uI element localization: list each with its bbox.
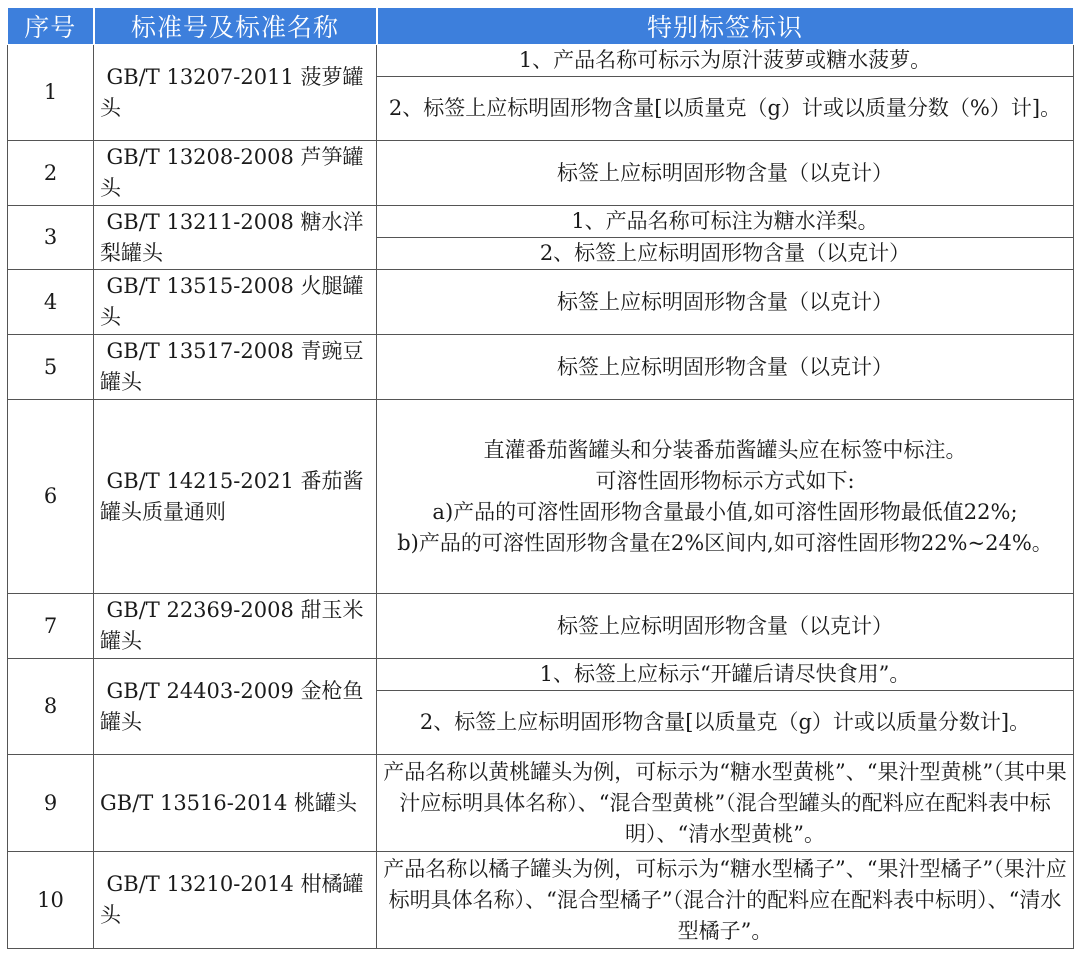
label-requirement: 2、标签上应标明固形物含量[以质量克（g）计或以质量分数（%）计]。 bbox=[377, 77, 1074, 141]
table-row bbox=[8, 270, 1074, 335]
header-special-label: 特别标签标识 bbox=[377, 8, 1074, 45]
standard-name: GB/T 13211-2008 糖水洋梨罐头 bbox=[94, 206, 377, 270]
label-requirement: 1、产品名称可标注为糖水洋梨。 bbox=[377, 206, 1074, 238]
label-requirement: 2、标签上应标明固形物含量[以质量克（g）计或以质量分数计]。 bbox=[377, 691, 1074, 755]
label-requirement: 产品名称以橘子罐头为例，可标示为“糖水型橘子”、“果汁型橘子”（果汁应标明具体名称）、“混合型橘子”（混合汁的配料应在配料表中标明）、“清水型橘子”。 bbox=[377, 852, 1074, 949]
standard-name: GB/T 13207-2011 菠萝罐头 bbox=[94, 45, 377, 141]
table-row bbox=[8, 141, 1074, 206]
standard-name: GB/T 24403-2009 金枪鱼罐头 bbox=[94, 659, 377, 755]
label-requirement: 2、标签上应标明固形物含量（以克计） bbox=[377, 238, 1074, 270]
label-requirement: 标签上应标明固形物含量（以克计） bbox=[377, 594, 1074, 659]
table-row bbox=[8, 852, 1074, 949]
label-line: 直灌番茄酱罐头和分装番茄酱罐头应在标签中标注。 bbox=[483, 437, 967, 462]
table-row bbox=[8, 400, 1074, 594]
row-number: 7 bbox=[8, 594, 94, 659]
header-standard-name: 标准号及标准名称 bbox=[94, 8, 377, 45]
standard-name: GB/T 13517-2008 青豌豆罐头 bbox=[94, 335, 377, 400]
label-requirement: 标签上应标明固形物含量（以克计） bbox=[377, 141, 1074, 206]
standards-table bbox=[7, 7, 1075, 949]
table-header-row bbox=[8, 8, 1074, 45]
row-number: 9 bbox=[8, 755, 94, 852]
label-line: b)产品的可溶性固形物含量在2%区间内,如可溶性固形物22%~24%。 bbox=[397, 530, 1053, 555]
label-requirement: 标签上应标明固形物含量（以克计） bbox=[377, 270, 1074, 335]
header-serial-number: 序号 bbox=[8, 8, 94, 45]
table-row bbox=[8, 335, 1074, 400]
standard-name: GB/T 22369-2008 甜玉米罐头 bbox=[94, 594, 377, 659]
standard-name: GB/T 13516-2014 桃罐头 bbox=[94, 755, 377, 852]
label-requirement: 产品名称以黄桃罐头为例，可标示为“糖水型黄桃”、“果汁型黄桃”（其中果汁应标明具体名称）、“混合型黄桃”（混合型罐头的配料应在配料表中标明）、“清水型黄桃”。 bbox=[377, 755, 1074, 852]
row-number: 10 bbox=[8, 852, 94, 949]
standard-name: GB/T 13210-2014 柑橘罐头 bbox=[94, 852, 377, 949]
row-number: 1 bbox=[8, 45, 94, 141]
label-line: a)产品的可溶性固形物含量最小值,如可溶性固形物最低值22%; bbox=[432, 499, 1018, 524]
label-requirement-block bbox=[377, 400, 1074, 594]
label-requirement: 标签上应标明固形物含量（以克计） bbox=[377, 335, 1074, 400]
label-requirement: 1、标签上应标示“开罐后请尽快食用”。 bbox=[377, 659, 1074, 691]
standard-name: GB/T 13208-2008 芦笋罐头 bbox=[94, 141, 377, 206]
table-row bbox=[8, 659, 1074, 691]
row-number: 6 bbox=[8, 400, 94, 594]
standard-name: GB/T 14215-2021 番茄酱罐头质量通则 bbox=[94, 400, 377, 594]
row-number: 5 bbox=[8, 335, 94, 400]
label-requirement: 1、产品名称可标示为原汁菠萝或糖水菠萝。 bbox=[377, 45, 1074, 77]
row-number: 4 bbox=[8, 270, 94, 335]
standard-name: GB/T 13515-2008 火腿罐头 bbox=[94, 270, 377, 335]
row-number: 2 bbox=[8, 141, 94, 206]
label-line: 可溶性固形物标示方式如下: bbox=[595, 468, 855, 493]
table-row bbox=[8, 206, 1074, 238]
row-number: 8 bbox=[8, 659, 94, 755]
table-row bbox=[8, 594, 1074, 659]
row-number: 3 bbox=[8, 206, 94, 270]
table-row bbox=[8, 45, 1074, 77]
table-row bbox=[8, 755, 1074, 852]
